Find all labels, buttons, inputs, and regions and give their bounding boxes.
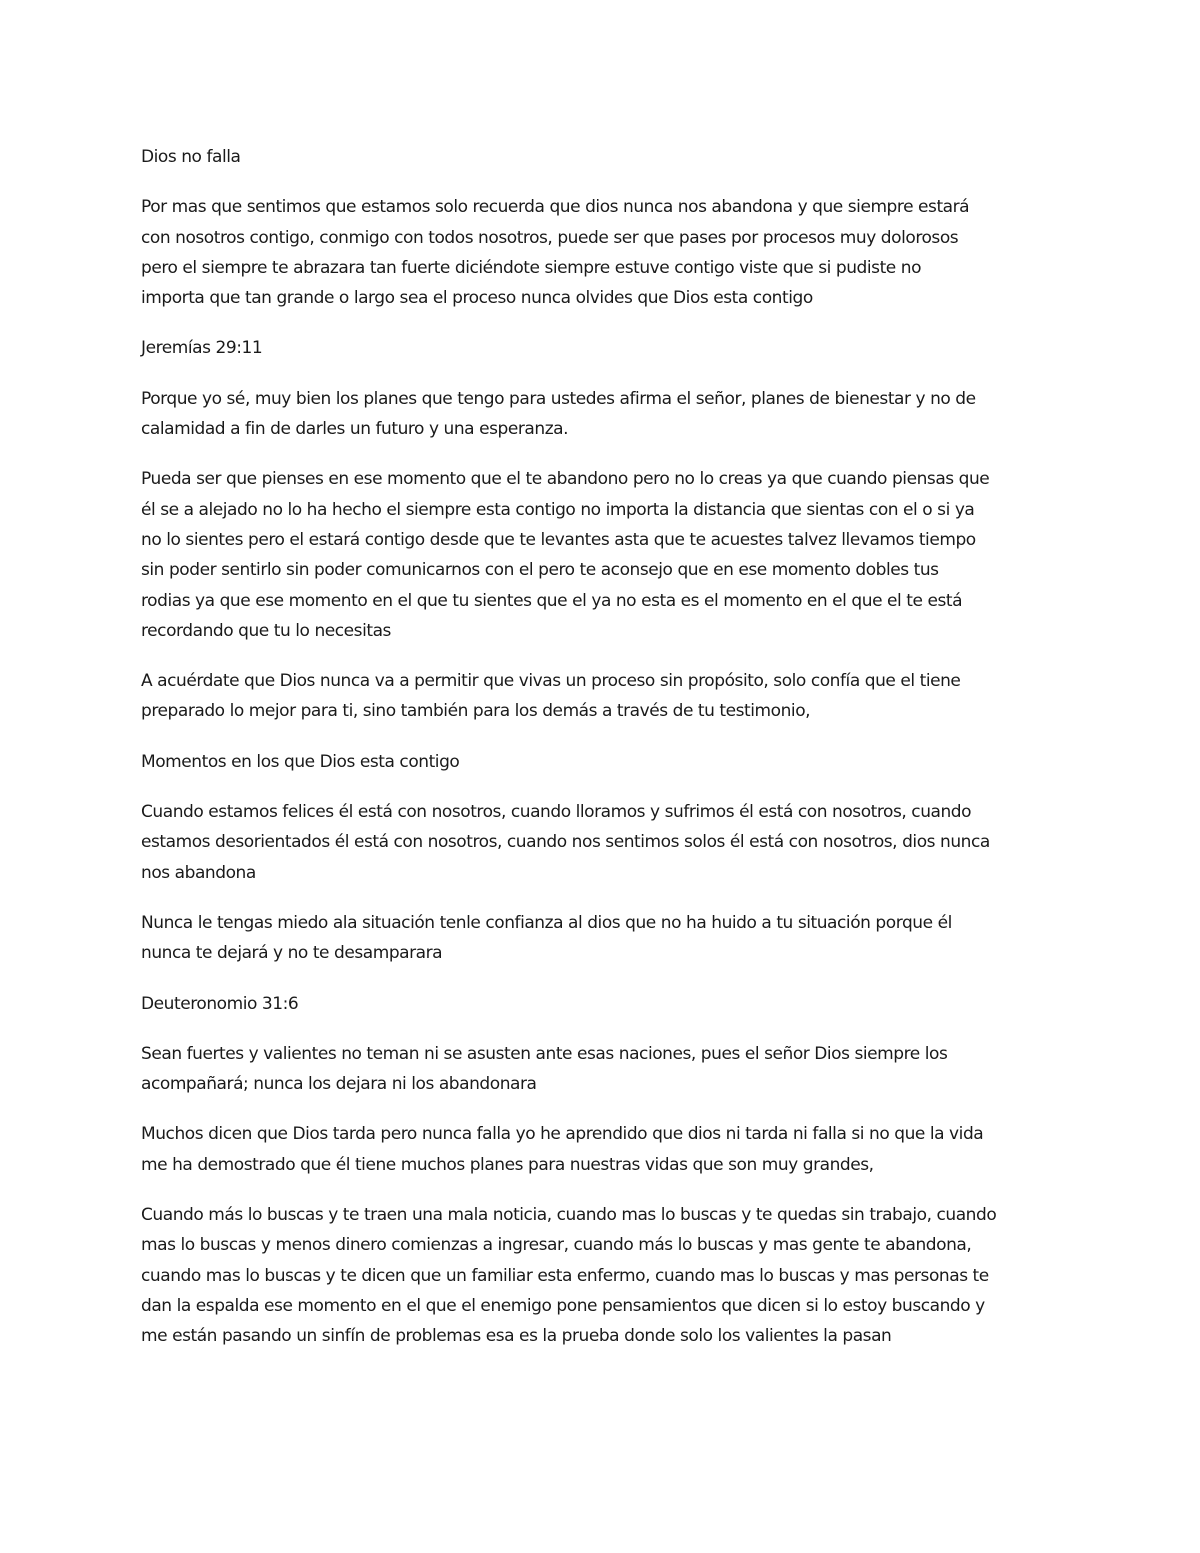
text-line: me ha demostrado que él tiene muchos planes para nuestras vidas que son muy grandes,	[141, 1154, 874, 1175]
text-line: pero el siempre te abrazara tan fuerte diciéndote siempre estuve contigo viste que si pudiste no	[141, 257, 922, 278]
document-body	[141, 142, 1061, 1372]
text-line: Porque yo sé, muy bien los planes que tengo para ustedes afirma el señor, planes de bienestar y no de	[141, 388, 976, 409]
text-line: él se a alejado no lo ha hecho el siempre esta contigo no importa la distancia que sientas con el o si ya	[141, 499, 975, 520]
text-line: importa que tan grande o largo sea el proceso nunca olvides que Dios esta contigo	[141, 288, 813, 309]
paragraph	[141, 1039, 1061, 1100]
text-line: Jeremías 29:11	[141, 338, 263, 359]
text-line: nunca te dejará y no te desamparara	[141, 943, 443, 964]
paragraph	[141, 797, 1061, 888]
paragraph	[141, 464, 1061, 646]
text-line: mas lo buscas y menos dinero comienzas a ingresar, cuando más lo buscas y mas gente te abandona,	[141, 1235, 972, 1256]
text-line: Cuando más lo buscas y te traen una mala noticia, cuando mas lo buscas y te quedas sin trabajo, cuando	[141, 1205, 997, 1226]
text-line: rodias ya que ese momento en el que tu sientes que el ya no esta es el momento en el que el te está	[141, 590, 963, 611]
text-line: Pueda ser que pienses en ese momento que el te abandono pero no lo creas ya que cuando piensas que	[141, 469, 990, 490]
paragraph	[141, 989, 1061, 1019]
text-line: calamidad a fin de darles un futuro y una esperanza.	[141, 419, 569, 440]
paragraph	[141, 666, 1061, 727]
text-line: cuando mas lo buscas y te dicen que un familiar esta enfermo, cuando mas lo buscas y mas personas te	[141, 1265, 989, 1286]
text-line: Sean fuertes y valientes no teman ni se asusten ante esas naciones, pues el señor Dios siempre los	[141, 1043, 948, 1064]
document-title	[141, 142, 1061, 172]
text-line: me están pasando un sinfín de problemas esa es la prueba donde solo los valientes la pasan	[141, 1326, 892, 1347]
text-line: preparado lo mejor para ti, sino también para los demás a través de tu testimonio,	[141, 701, 811, 722]
text-line: Deuteronomio 31:6	[141, 993, 299, 1014]
text-line: A acuérdate que Dios nunca va a permitir que vivas un proceso sin propósito, solo confía que el tiene	[141, 671, 961, 692]
text-line: Muchos dicen que Dios tarda pero nunca falla yo he aprendido que dios ni tarda ni falla si no que la vida	[141, 1124, 984, 1145]
paragraph-list	[141, 192, 1061, 1351]
text-line: recordando que tu lo necesitas	[141, 620, 391, 641]
text-line: nos abandona	[141, 862, 256, 883]
text-line: Momentos en los que Dios esta contigo	[141, 751, 460, 772]
text-line: Por mas que sentimos que estamos solo recuerda que dios nunca nos abandona y que siempre estará	[141, 197, 970, 218]
text-line: Nunca le tengas miedo ala situación tenle confianza al dios que no ha huido a tu situación porque él	[141, 912, 952, 933]
paragraph	[141, 1119, 1061, 1180]
text-line: Cuando estamos felices él está con nosotros, cuando lloramos y sufrimos él está con nosotros, cuando	[141, 802, 972, 823]
text-line: con nosotros contigo, conmigo con todos nosotros, puede ser que pases por procesos muy dolorosos	[141, 227, 959, 248]
text-line: acompañará; nunca los dejara ni los abandonara	[141, 1074, 537, 1095]
paragraph	[141, 908, 1061, 969]
paragraph	[141, 384, 1061, 445]
text-line: estamos desorientados él está con nosotros, cuando nos sentimos solos él está con nosotros, dios nunca	[141, 832, 990, 853]
text-line: dan la espalda ese momento en el que el enemigo pone pensamientos que dicen si lo estoy buscando y	[141, 1295, 985, 1316]
text-line: no lo sientes pero el estará contigo desde que te levantes asta que te acuestes talvez llevamos tiempo	[141, 529, 976, 550]
title-text: Dios no falla	[141, 147, 241, 167]
paragraph	[141, 747, 1061, 777]
paragraph	[141, 1200, 1061, 1351]
text-line: sin poder sentirlo sin poder comunicarnos con el pero te aconsejo que en ese momento dobles tus	[141, 560, 939, 581]
paragraph	[141, 192, 1061, 313]
paragraph	[141, 333, 1061, 363]
